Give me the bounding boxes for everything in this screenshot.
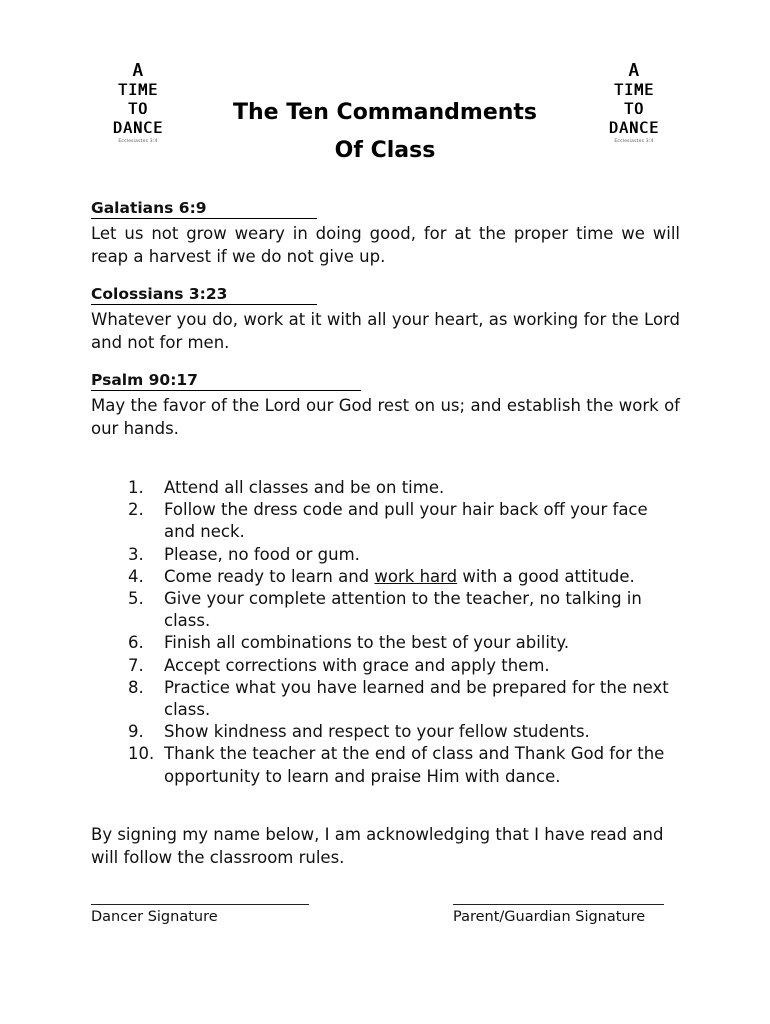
rule-number: 3.	[128, 544, 144, 564]
logo-word: A	[628, 60, 640, 82]
verse-psalm	[91, 370, 680, 440]
title-line-1: The Ten Commandments	[232, 100, 538, 125]
dancer-signature-block	[91, 904, 309, 927]
rule-number: 10.	[128, 744, 155, 764]
rule-text: Thank the teacher at the end of class and Thank God for the opportunity to learn and praise Him with dance.	[164, 744, 665, 786]
rule-text: Follow the dress code and pull your hair back off your face and neck.	[164, 500, 648, 542]
rule-number: 4.	[128, 566, 144, 586]
logo-word: TIME	[117, 80, 159, 100]
logo-right	[594, 62, 674, 145]
verse-galatians	[91, 198, 680, 268]
parent-signature-line[interactable]	[453, 904, 664, 905]
rule-text: Attend all classes and be on time.	[164, 478, 445, 497]
verse-text: Let us not grow weary in doing good, for at the proper time we will reap a harvest if we do not give up.	[91, 224, 680, 266]
logo-word: TO	[623, 99, 645, 119]
acknowledgement-text: By signing my name below, I am acknowledging that I have read and will follow the classroom rules.	[91, 825, 664, 867]
verse-reference: Colossians 3:23	[91, 284, 317, 305]
rule-item	[100, 566, 680, 588]
rule-item	[100, 544, 680, 566]
dancer-signature-line[interactable]	[91, 904, 309, 905]
rule-number: 6.	[128, 633, 144, 653]
rule-item	[100, 588, 680, 632]
rule-text-after: with a good attitude.	[457, 566, 635, 586]
rule-text: Practice what you have learned and be prepared for the next class.	[164, 677, 669, 720]
rule-number: 8.	[128, 677, 144, 697]
rule-item	[100, 477, 680, 499]
logo-subtitle: Ecclesiastes 3:4	[118, 139, 158, 144]
rule-item	[100, 499, 680, 543]
logo-word: A	[132, 60, 144, 82]
logo-word: DANCE	[112, 118, 164, 138]
dancer-signature-label: Dancer Signature	[91, 909, 218, 925]
title-line-2: Of Class	[334, 138, 436, 163]
rule-number: 7.	[128, 655, 144, 675]
rule-number: 1.	[128, 478, 144, 497]
rule-number: 2.	[128, 500, 144, 520]
rules-list	[100, 477, 680, 788]
rule-number: 9.	[128, 722, 144, 742]
rule-item	[100, 632, 680, 654]
logo-word: TIME	[613, 80, 655, 100]
verse-reference: Psalm 90:17	[91, 370, 361, 391]
rule-text-before: Come ready to learn and	[164, 566, 375, 586]
rule-number: 5.	[128, 589, 144, 609]
rule-text: Show kindness and respect to your fellow students.	[164, 722, 590, 742]
rule-text: Give your complete attention to the teacher, no talking in class.	[164, 589, 642, 631]
logo-left	[98, 62, 178, 145]
verse-reference: Galatians 6:9	[91, 198, 317, 219]
rule-text: Accept corrections with grace and apply them.	[164, 655, 550, 675]
rule-text	[164, 566, 680, 588]
parent-signature-block	[453, 904, 664, 927]
rule-item	[100, 677, 680, 721]
parent-signature-label: Parent/Guardian Signature	[453, 909, 646, 925]
logo-word: DANCE	[608, 118, 660, 138]
rule-item	[100, 743, 680, 787]
logo-subtitle: Ecclesiastes 3:4	[614, 139, 654, 144]
rule-item	[100, 655, 680, 677]
logo-word: TO	[127, 99, 149, 119]
rule-item	[100, 721, 680, 743]
rule-text: Finish all combinations to the best of your ability.	[164, 633, 570, 653]
rule-text: Please, no food or gum.	[164, 544, 360, 564]
verse-text: Whatever you do, work at it with all your heart, as working for the Lord and not for men.	[91, 310, 680, 352]
verse-text: May the favor of the Lord our God rest on us; and establish the work of our hands.	[91, 396, 680, 438]
page-title	[180, 94, 590, 170]
verse-colossians	[91, 284, 680, 354]
rule-text-underlined: work hard	[374, 566, 458, 586]
